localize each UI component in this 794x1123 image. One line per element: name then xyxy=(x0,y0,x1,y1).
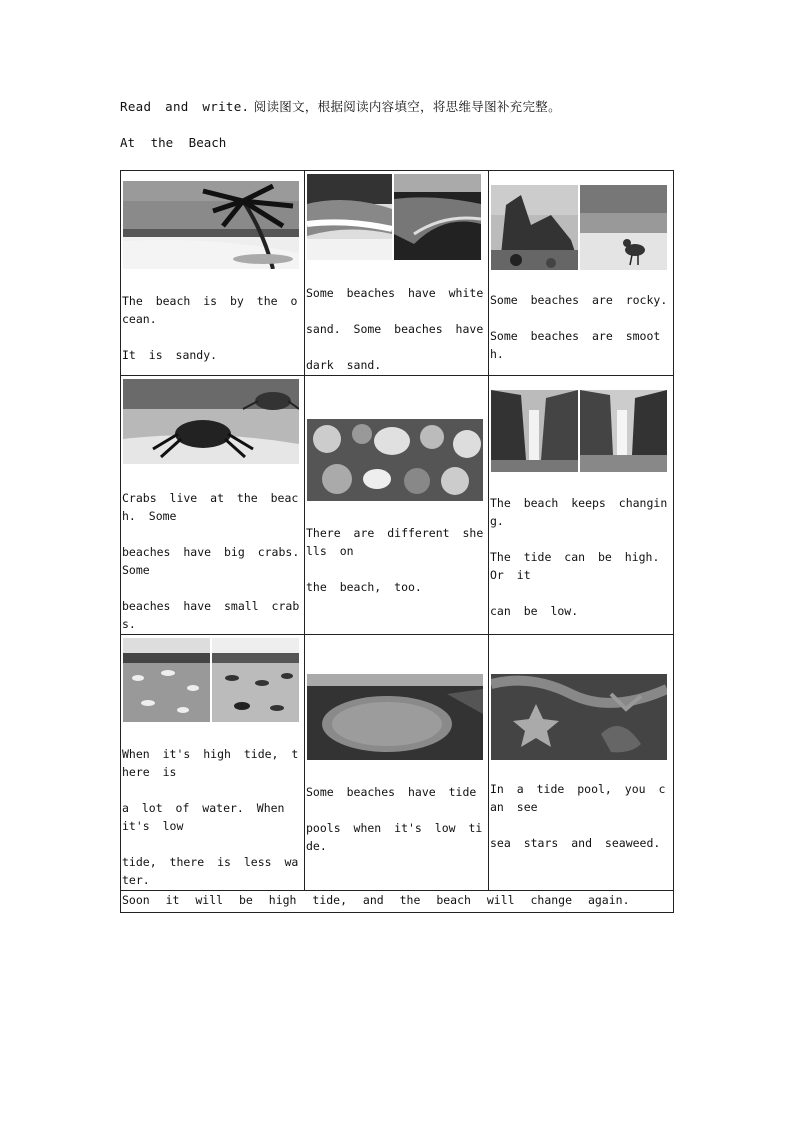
low-tide-boats-photo xyxy=(212,638,299,722)
cell-9-text xyxy=(490,780,672,852)
text-line: pools when it's low tide. xyxy=(306,821,483,853)
text-line: dark sand. xyxy=(306,358,382,372)
text-line: sea stars and seaweed. xyxy=(490,836,661,850)
text-line: The tide can be high. Or it xyxy=(490,550,660,582)
text-line: tide, there is less water. xyxy=(122,855,299,887)
sea-star-photo xyxy=(491,674,667,760)
smooth-beach-bird-photo xyxy=(580,185,667,270)
cell-5 xyxy=(305,376,488,634)
text-line: a lot of water. When it's low xyxy=(122,801,285,833)
high-tide-boats-photo xyxy=(123,638,210,722)
passage-title: At the Beach xyxy=(120,135,227,150)
tide-pool-photo xyxy=(307,674,483,760)
text-line: The beach is by the ocean. xyxy=(122,294,298,326)
instruction-chinese: 阅读图文，根据阅读内容填空，将思维导图补充完整。 xyxy=(253,99,561,114)
cell-3-text xyxy=(490,291,672,363)
cell-5-text xyxy=(306,524,487,596)
text-line: Crabs live at the beach. Some xyxy=(122,491,299,523)
instruction xyxy=(120,97,561,115)
cell-6-text xyxy=(490,494,672,620)
text-line: In a tide pool, you can see xyxy=(490,782,666,814)
cell-3 xyxy=(489,171,673,375)
text-line: When it's high tide, there is xyxy=(122,747,299,779)
shells-photo xyxy=(307,419,483,501)
text-line: Some beaches are smooth. xyxy=(490,329,661,361)
text-line: beaches have small crabs. xyxy=(122,599,300,631)
instruction-english: Read and write. xyxy=(120,99,250,114)
cell-2 xyxy=(305,171,488,375)
cell-2-text xyxy=(306,284,487,374)
footer-sentence: Soon it will be high tide, and the beach will change again. xyxy=(122,893,630,907)
cell-1-text xyxy=(122,292,303,364)
text-line: Some beaches have tide xyxy=(306,785,477,799)
text-line: sand. Some beaches have xyxy=(306,322,484,336)
palm-beach-photo xyxy=(123,181,299,269)
cell-4-text xyxy=(122,489,303,633)
cell-7 xyxy=(121,635,304,890)
text-line: Some beaches are rocky. xyxy=(490,293,668,307)
dark-sand-photo xyxy=(394,174,481,260)
crab-photo xyxy=(123,379,299,464)
text-line: can be low. xyxy=(490,604,579,618)
text-line: Some beaches have white xyxy=(306,286,484,300)
cell-7-text xyxy=(122,745,303,889)
cell-1 xyxy=(121,171,304,375)
cell-8 xyxy=(305,635,488,890)
cell-6 xyxy=(489,376,673,634)
text-line: There are different shells on xyxy=(306,526,484,558)
high-tide-cliff-photo xyxy=(491,390,578,472)
text-line: the beach, too. xyxy=(306,580,422,594)
text-line: It is sandy. xyxy=(122,348,218,362)
text-line: The beach keeps changing. xyxy=(490,496,668,528)
text-line: beaches have big crabs. Some xyxy=(122,545,300,577)
white-sand-photo xyxy=(307,174,392,260)
rocky-beach-photo xyxy=(491,185,578,270)
cell-9 xyxy=(489,635,673,890)
cell-8-text xyxy=(306,783,487,855)
reading-table xyxy=(120,170,674,913)
low-tide-cliff-photo xyxy=(580,390,667,472)
cell-4 xyxy=(121,376,304,634)
